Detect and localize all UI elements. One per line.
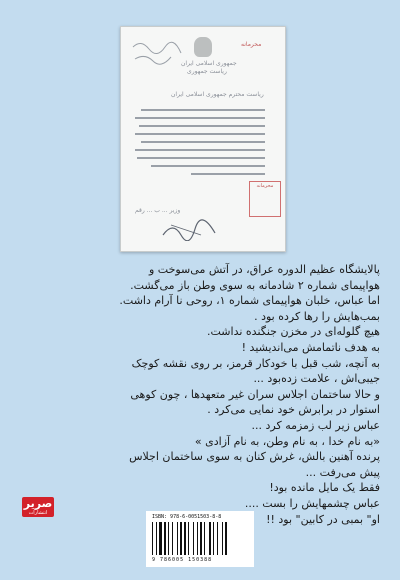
story-line: جیبی‌اش ، علامت زده‌بود ... [253,372,380,386]
barcode [146,511,254,567]
red-stamp: محرمانه [249,181,281,217]
story-line: استوار در برابرش خود نمایی می‌کرد . [207,403,380,417]
story-line: بمب‌هایش را رها کرده بود . [254,309,380,323]
signature-icon [161,219,221,241]
emblem-icon [194,37,212,57]
story-line: او" بمبی در کابین" بود !! [266,512,380,526]
letter-header-right: محرمانه [241,41,262,48]
story-line: به هدف ناتمامش می‌اندیشید ! [241,340,380,354]
story-text [20,262,380,527]
story-line: و حالا ساختمان اجلاس سران غیر متعهدها ، چون کوهی [130,387,380,401]
signature-label: وزیر ... ب ... رقم [135,207,181,214]
story-line: فقط یک مایل مانده بود! [269,481,380,495]
letter-image [120,26,286,252]
story-line: عباس زیر لب زمزمه کرد ... [251,418,380,432]
publisher-logo: صریر انتشارات [23,497,53,516]
letter-salutation: ریاست محترم جمهوری اسلامی ایران [171,91,264,98]
story-line: پالایشگاه عظیم الدوره عراق، در آتش می‌سوخت و [148,263,380,276]
story-line: «به نام خدا ، به نام وطن، به نام آزادی » [194,434,380,448]
story-line: اما عباس، خلبان هواپیمای شماره ۱، روحی نا آرام داشت. [119,294,380,308]
story-line: پرنده آهنین بالش، غرش کنان به سوی ساختمان اجلاس [129,450,380,464]
isbn-text: ISBN: 978-6-0051503-8-8 [152,514,222,520]
letter-header-sub: ریاست جمهوری [187,68,227,75]
story-line: هواپیمای شماره ۲ شادمانه به سوی وطن باز می‌گشت. [130,278,380,292]
handwriting-note-icon [129,35,189,75]
letter-header-left: جمهوری اسلامی ایران [181,60,237,67]
barcode-bars [152,522,248,555]
barcode-digits: 9 786005 150388 [152,557,213,563]
story-line: هیچ گلوله‌ای در مخزن جنگنده نداشت. [207,325,380,339]
story-line: عباس چشمهایش را بست .... [244,496,380,510]
story-line: پیش می‌رفت ... [305,465,380,479]
story-line: به آنچه، شب قبل با خودکار قرمز، بر روی نقشه کوچک [131,356,380,370]
